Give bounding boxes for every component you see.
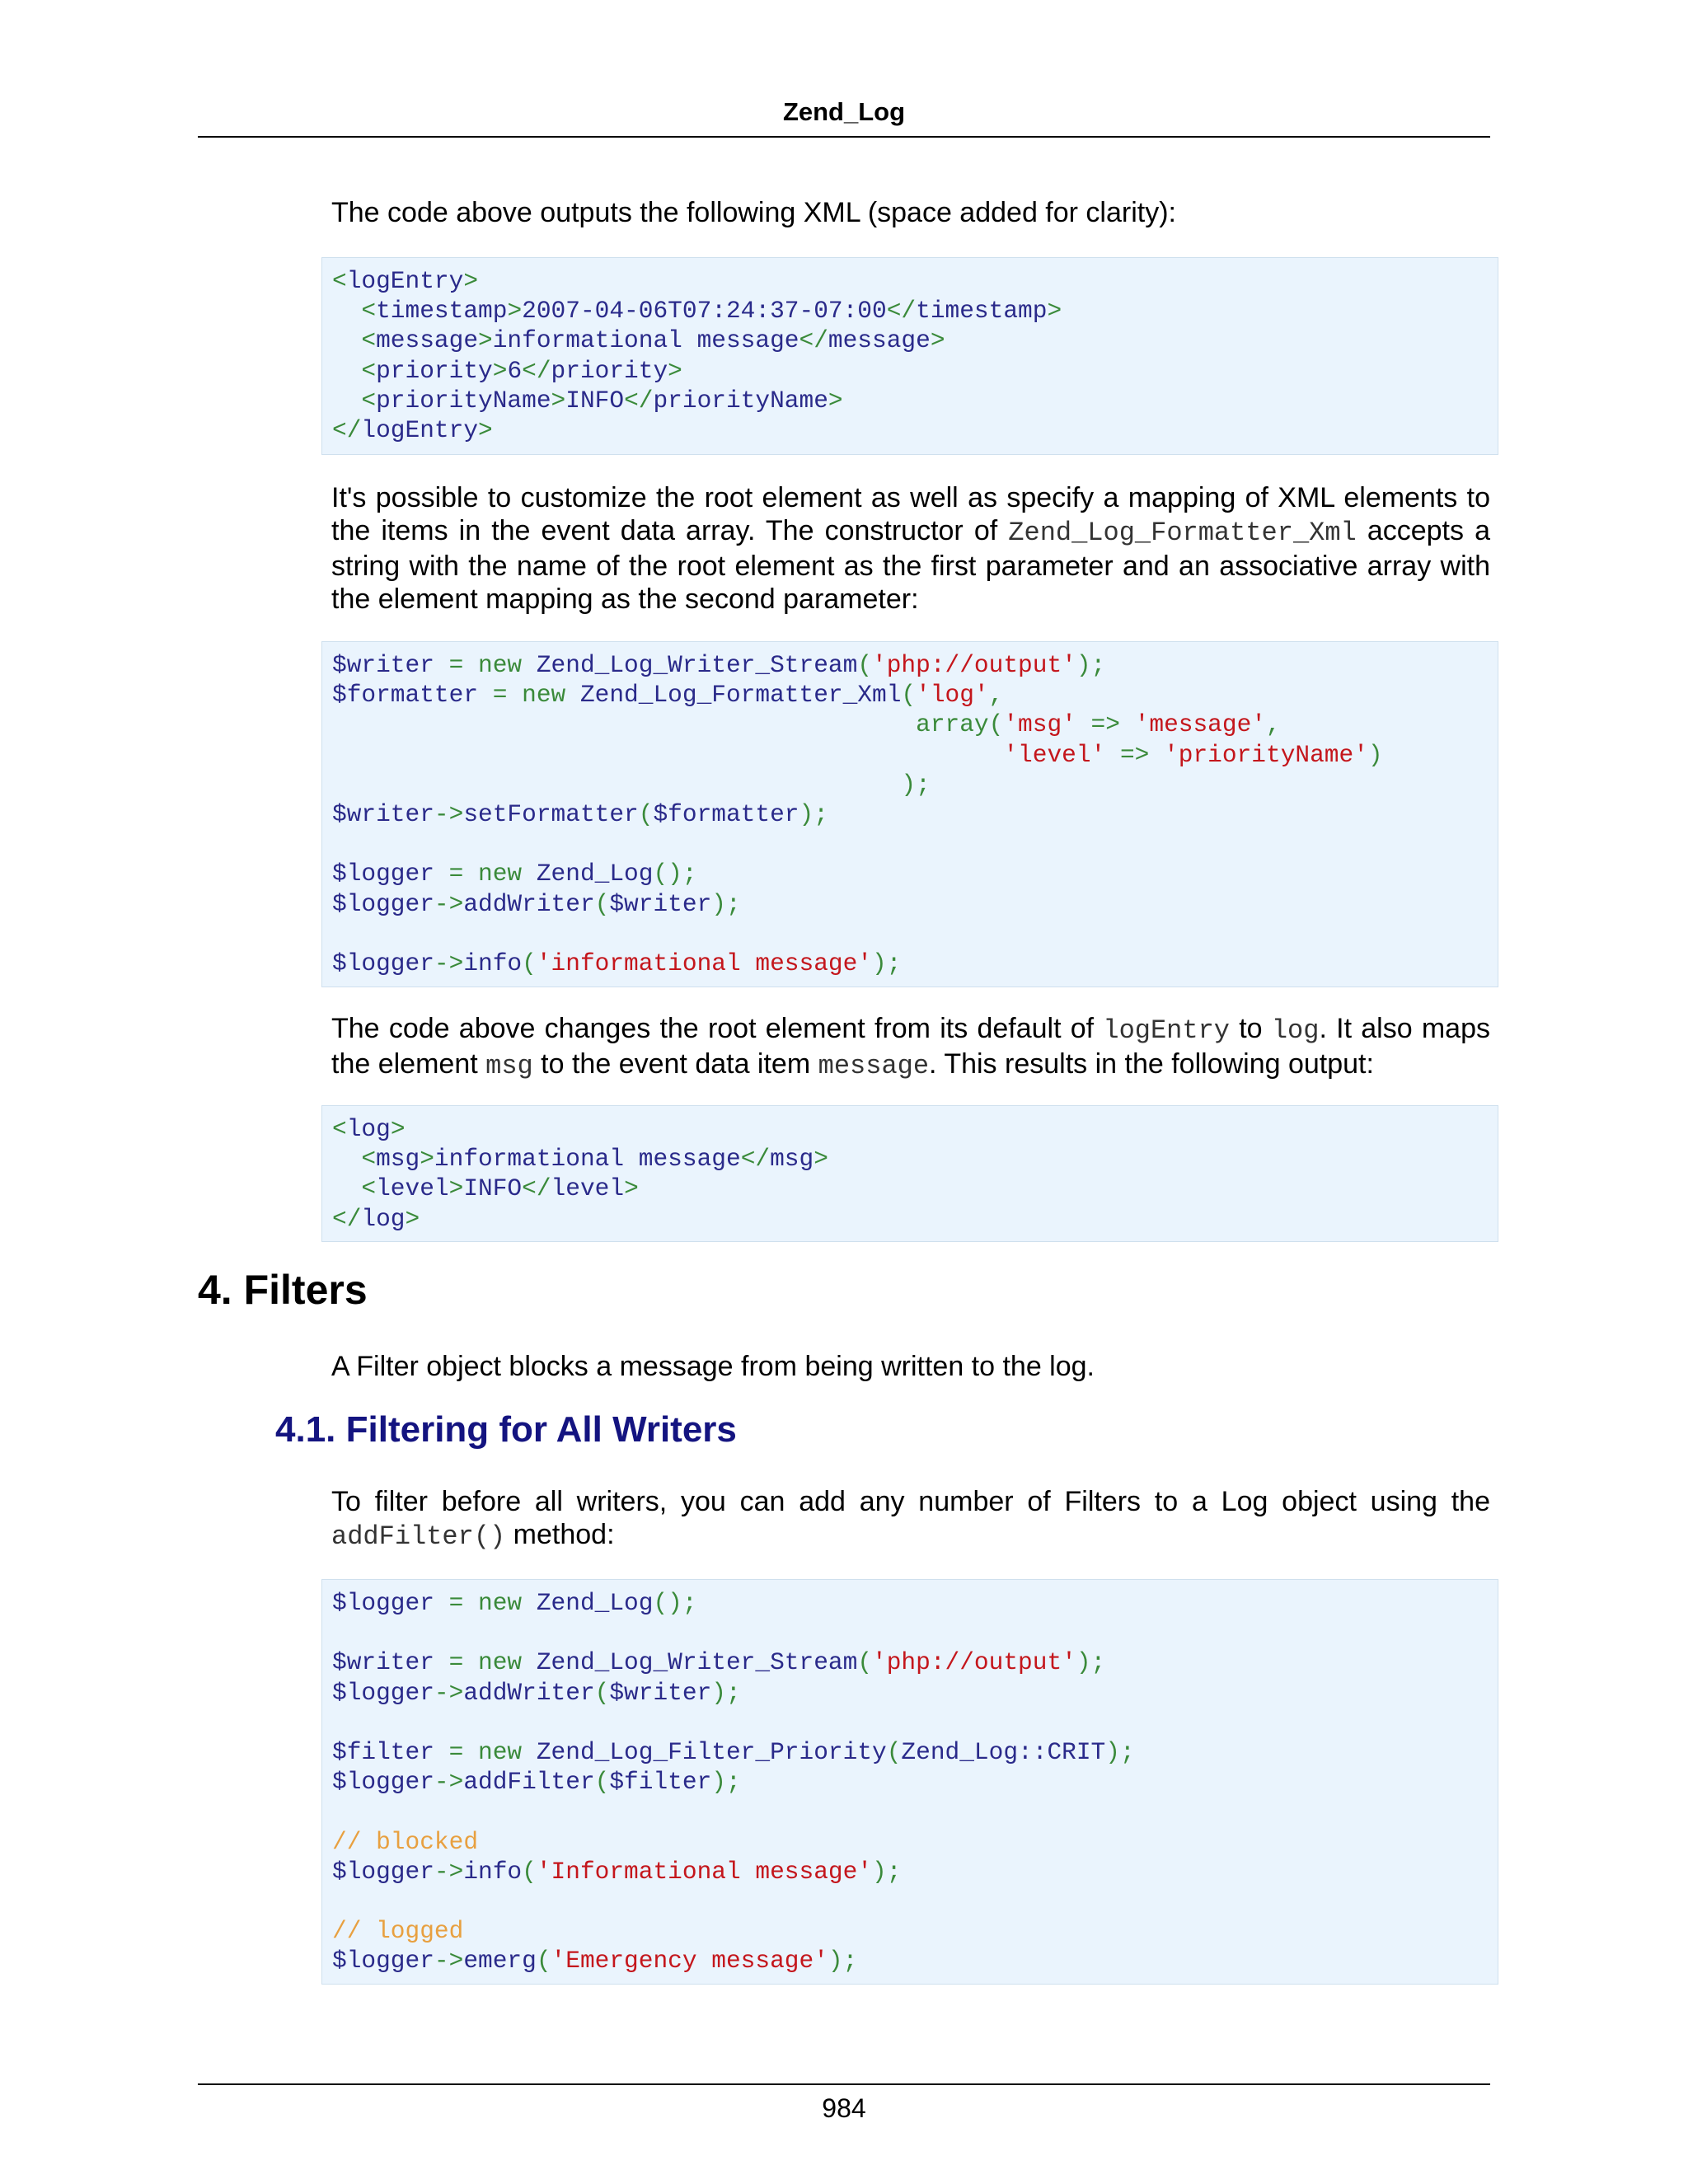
customize-paragraph: It's possible to customize the root element as well as specify a mapping of XML elements to the items in the event data array. The constructor of Zend_Log_Formatter_Xml accepts a string with the name of the root element as the first parameter and an associative array with the element mapping as the second parameter:: [331, 482, 1490, 615]
header-rule: [198, 136, 1490, 138]
inline-code: logEntry: [1103, 1015, 1230, 1046]
intro-paragraph: The code above outputs the following XML (space added for clarity):: [331, 197, 1176, 228]
inline-code: Zend_Log_Formatter_Xml: [1008, 518, 1357, 548]
filter-code-block: $logger = new Zend_Log(); $writer = new Zend_Log_Writer_Stream('php://output'); $logger->addWriter($writer); $filter = new Zend_Log_Filter_Priority(Zend_Log::CRIT); $logger->addFilter($filter); // blocked $logger->info('Informational message'); // logged $logger->emerg('Emergency message');: [321, 1579, 1498, 1985]
custom-xml-output-code-block: <log> <msg>informational message</msg> <level>INFO</level> </log>: [321, 1105, 1498, 1242]
inline-code: addFilter(): [331, 1521, 506, 1552]
footer-rule: [198, 2083, 1490, 2085]
formatter-code-block: $writer = new Zend_Log_Writer_Stream('php://output'); $formatter = new Zend_Log_Formatter_Xml('log', array('msg' => 'message', 'level' => 'priorityName') ); $writer->setFormatter($formatter); $logger = new Zend_Log(); $logger->addWriter($writer); $logger->info('informational message');: [321, 641, 1498, 987]
section-title: 4. Filters: [198, 1267, 368, 1313]
running-header: Zend_Log: [782, 97, 906, 126]
inline-code: log: [1271, 1015, 1320, 1046]
inline-code: message: [818, 1051, 930, 1081]
xml-output-code-block: <logEntry> <timestamp>2007-04-06T07:24:37-07:00</timestamp> <message>informational message</message> <priority>6</priority> <priorityName>INFO</priorityName> </logEntry>: [321, 257, 1498, 455]
inline-code: msg: [485, 1051, 533, 1081]
root-element-paragraph: The code above changes the root element from its default of logEntry to log. It also maps the element msg to the event data item message. This results in the following output:: [331, 1013, 1491, 1081]
page-number: 984: [822, 2093, 866, 2123]
filter-all-writers-paragraph: To filter before all writers, you can add any number of Filters to a Log object using the addFilter() method:: [331, 1486, 1490, 1552]
filters-intro-paragraph: A Filter object blocks a message from being written to the log.: [331, 1351, 1095, 1382]
subsection-title: 4.1. Filtering for All Writers: [275, 1409, 737, 1450]
